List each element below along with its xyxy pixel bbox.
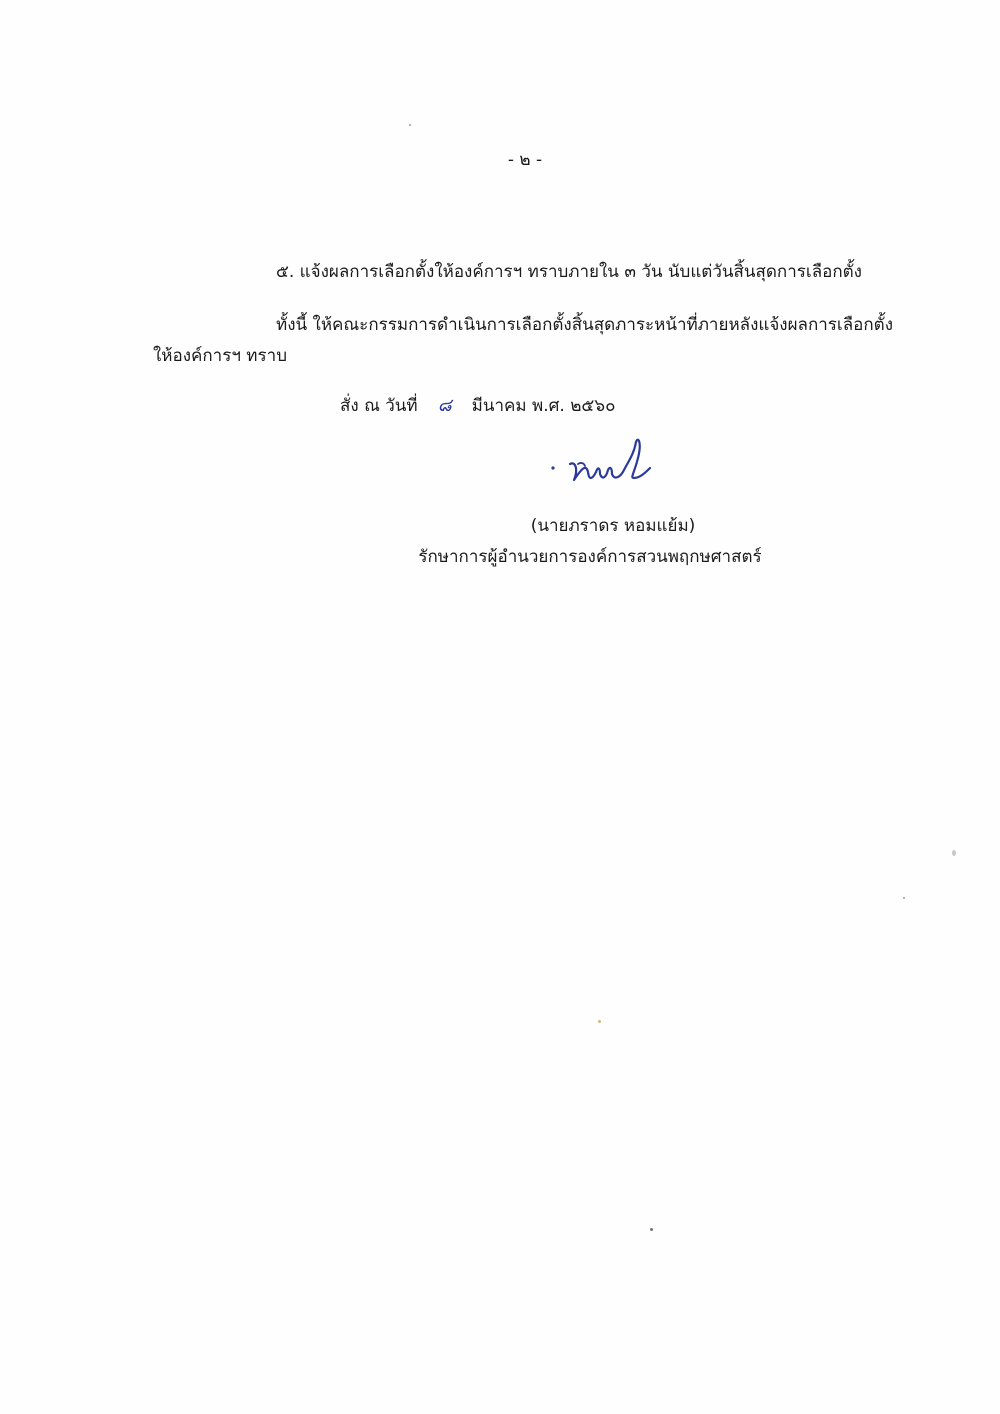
scan-speck <box>650 1228 653 1231</box>
scan-speck <box>598 1020 601 1023</box>
handwritten-signature <box>548 428 658 498</box>
closing-paragraph-line-1: ทั้งนี้ ให้คณะกรรมการดำเนินการเลือกตั้งสิ้นสุดภาระหน้าที่ภายหลังแจ้งผลการเลือกตั้ง <box>276 315 894 335</box>
order-date-line <box>340 394 615 418</box>
scan-speck <box>903 897 905 899</box>
scan-speck <box>409 124 411 126</box>
page-number: - ๒ - <box>507 150 543 170</box>
closing-paragraph-line-2: ให้องค์การฯ ทราบ <box>153 346 287 366</box>
item-5-paragraph: ๕. แจ้งผลการเลือกตั้งให้องค์การฯ ทราบภายใน ๓ วัน นับแต่วันสิ้นสุดการเลือกตั้ง <box>276 262 862 282</box>
scan-speck <box>952 850 956 856</box>
date-day-handwritten: ๘ <box>437 395 452 416</box>
signer-name: (นายภราดร หอมแย้ม) <box>530 516 696 536</box>
signer-title: รักษาการผู้อำนวยการองค์การสวนพฤกษศาสตร์ <box>418 547 762 567</box>
date-month-year: มีนาคม พ.ศ. ๒๕๖๐ <box>471 396 616 416</box>
date-prefix: สั่ง ณ วันที่ <box>340 396 418 416</box>
